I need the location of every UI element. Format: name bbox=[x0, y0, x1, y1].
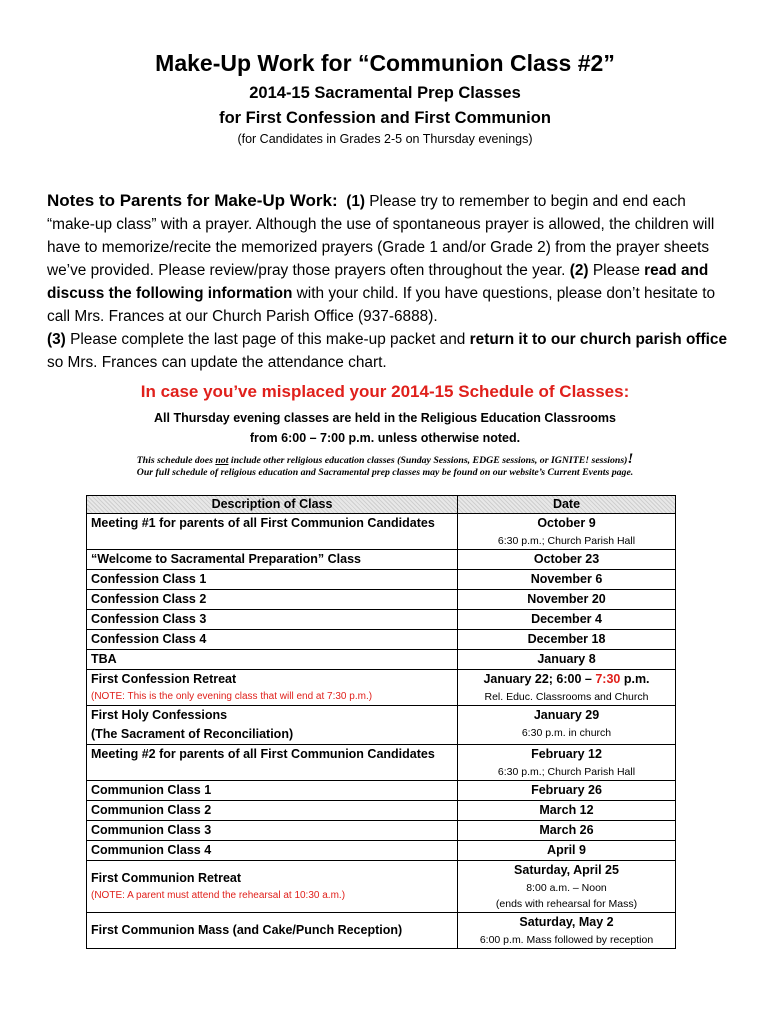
classroom-line-bold: Religious Education Classrooms bbox=[420, 411, 616, 425]
row-description: Meeting #1 for parents of all First Communion Candidates bbox=[87, 514, 458, 550]
table-row bbox=[87, 745, 676, 781]
table-row bbox=[87, 913, 676, 949]
note-2-bold: read and discuss the following information bbox=[47, 262, 709, 302]
schedule-table bbox=[86, 495, 676, 949]
row-description: TBA bbox=[87, 650, 458, 670]
row-date bbox=[458, 670, 676, 706]
classroom-line bbox=[0, 411, 770, 425]
date-detail: 6:30 p.m. in church bbox=[521, 727, 612, 739]
disclaimer-pre: This schedule does bbox=[136, 455, 216, 466]
col-description-header: Description of Class bbox=[87, 496, 458, 514]
date-detail: 6:00 p.m. Mass followed by reception bbox=[479, 934, 654, 946]
desc-main: First Communion Retreat bbox=[91, 871, 242, 885]
row-description: Communion Class 4 bbox=[87, 841, 458, 861]
time-line: from 6:00 – 7:00 p.m. unless otherwise noted. bbox=[249, 431, 521, 445]
classroom-line-pre: All Thursday evening classes are held in the bbox=[154, 411, 421, 425]
row-date bbox=[458, 514, 676, 550]
subtitle-prep-classes: 2014-15 Sacramental Prep Classes bbox=[249, 84, 521, 102]
notes-to-parents bbox=[47, 189, 737, 374]
table-row bbox=[87, 706, 676, 745]
notes-label: Notes to Parents for Make-Up Work: bbox=[47, 191, 338, 210]
page-title: Make-Up Work for “Communion Class #2” bbox=[155, 50, 615, 76]
table-row bbox=[87, 821, 676, 841]
row-description: Communion Class 2 bbox=[87, 801, 458, 821]
table-header-row bbox=[87, 496, 676, 514]
row-date: November 6 bbox=[458, 570, 676, 590]
note-2-number: (2) bbox=[569, 262, 589, 279]
desc-note: (NOTE: This is the only evening class that will end at 7:30 p.m.) bbox=[91, 691, 373, 702]
desc-note: (NOTE: A parent must attend the rehearsal at 10:30 a.m.) bbox=[91, 890, 346, 901]
row-date: March 26 bbox=[458, 821, 676, 841]
schedule-heading: In case you’ve misplaced your 2014-15 Schedule of Classes: bbox=[140, 382, 630, 401]
table-row bbox=[87, 801, 676, 821]
table-row bbox=[87, 841, 676, 861]
row-description: Communion Class 3 bbox=[87, 821, 458, 841]
row-date: October 23 bbox=[458, 550, 676, 570]
date-detail: 6:30 p.m.; Church Parish Hall bbox=[497, 535, 636, 547]
table-row bbox=[87, 781, 676, 801]
website-note: Our full schedule of religious education and Sacramental prep classes may be found on our website’s Current Events page. bbox=[136, 467, 634, 478]
disclaimer-post: include other religious education classes (Sunday Sessions, EDGE sessions, or IGNITE! sessions) bbox=[228, 455, 628, 466]
row-date: December 18 bbox=[458, 630, 676, 650]
desc-sub: (The Sacrament of Reconciliation) bbox=[91, 727, 294, 741]
table-row bbox=[87, 570, 676, 590]
row-description: Meeting #2 for parents of all First Communion Candidates bbox=[87, 745, 458, 781]
note-3-number: (3) bbox=[47, 331, 66, 348]
table-row bbox=[87, 610, 676, 630]
date-main: Saturday, April 25 bbox=[514, 863, 619, 877]
subtitle-candidates: (for Candidates in Grades 2-5 on Thursday evenings) bbox=[237, 132, 533, 146]
note-2-pre: Please bbox=[588, 262, 645, 279]
row-description bbox=[87, 861, 458, 913]
row-date bbox=[458, 745, 676, 781]
row-date: March 12 bbox=[458, 801, 676, 821]
table-row bbox=[87, 550, 676, 570]
subtitle-confession-communion: for First Confession and First Communion bbox=[219, 109, 551, 127]
row-description bbox=[87, 706, 458, 745]
disclaimer-not: not bbox=[215, 455, 229, 466]
note-1-text: Please try to remember to begin and end each “make-up class” with a prayer. Although the use of spontaneous prayer is allowed, the children will have to memorize/recite the memorized prayers (Grade 1 and/or Grade 2) from the prayer sheets we’ve provided. Please review/pray those prayers often throughout the year. bbox=[47, 193, 715, 279]
note-3-bold: return it to our church parish office bbox=[469, 331, 728, 348]
col-date-header: Date bbox=[458, 496, 676, 514]
date-detail-2: (ends with rehearsal for Mass) bbox=[495, 898, 638, 910]
row-description: First Communion Mass (and Cake/Punch Reception) bbox=[87, 913, 458, 949]
row-description: Confession Class 3 bbox=[87, 610, 458, 630]
table-row bbox=[87, 861, 676, 913]
row-description bbox=[87, 670, 458, 706]
row-date: November 20 bbox=[458, 590, 676, 610]
note-2-post: with your child. If you have questions, please don’t hesitate to call Mrs. Frances at our Church Parish Office (937-6888). bbox=[47, 285, 716, 325]
row-date: April 9 bbox=[458, 841, 676, 861]
date-detail: 8:00 a.m. – Noon bbox=[526, 882, 607, 894]
desc-main: First Confession Retreat bbox=[91, 672, 237, 686]
date-main: January 29 bbox=[533, 708, 600, 722]
date-detail: Rel. Educ. Classrooms and Church bbox=[484, 691, 649, 703]
row-date: February 26 bbox=[458, 781, 676, 801]
table-row bbox=[87, 670, 676, 706]
row-date: January 8 bbox=[458, 650, 676, 670]
disclaimer-bang: ! bbox=[627, 451, 634, 467]
date-post: p.m. bbox=[620, 672, 650, 686]
row-description: Confession Class 1 bbox=[87, 570, 458, 590]
table-row bbox=[87, 630, 676, 650]
note-3-pre: Please complete the last page of this make-up packet and bbox=[65, 331, 470, 348]
row-date: December 4 bbox=[458, 610, 676, 630]
date-pre: January 22; 6:00 – bbox=[483, 672, 596, 686]
date-main: Saturday, May 2 bbox=[519, 915, 614, 929]
table-row bbox=[87, 590, 676, 610]
row-description: Communion Class 1 bbox=[87, 781, 458, 801]
date-red: 7:30 bbox=[595, 672, 621, 686]
row-date bbox=[458, 706, 676, 745]
schedule-disclaimer bbox=[0, 451, 770, 468]
date-detail: 6:30 p.m.; Church Parish Hall bbox=[497, 766, 636, 778]
row-description: Confession Class 2 bbox=[87, 590, 458, 610]
desc-main: First Holy Confessions bbox=[91, 708, 228, 722]
date-main: February 12 bbox=[531, 747, 602, 761]
table-row bbox=[87, 650, 676, 670]
date-main: October 9 bbox=[537, 516, 596, 530]
row-description: “Welcome to Sacramental Preparation” Class bbox=[87, 550, 458, 570]
row-date bbox=[458, 861, 676, 913]
row-description: Confession Class 4 bbox=[87, 630, 458, 650]
note-3-post: so Mrs. Frances can update the attendance chart. bbox=[47, 354, 387, 371]
row-date bbox=[458, 913, 676, 949]
note-1-number: (1) bbox=[346, 193, 365, 210]
table-row bbox=[87, 514, 676, 550]
